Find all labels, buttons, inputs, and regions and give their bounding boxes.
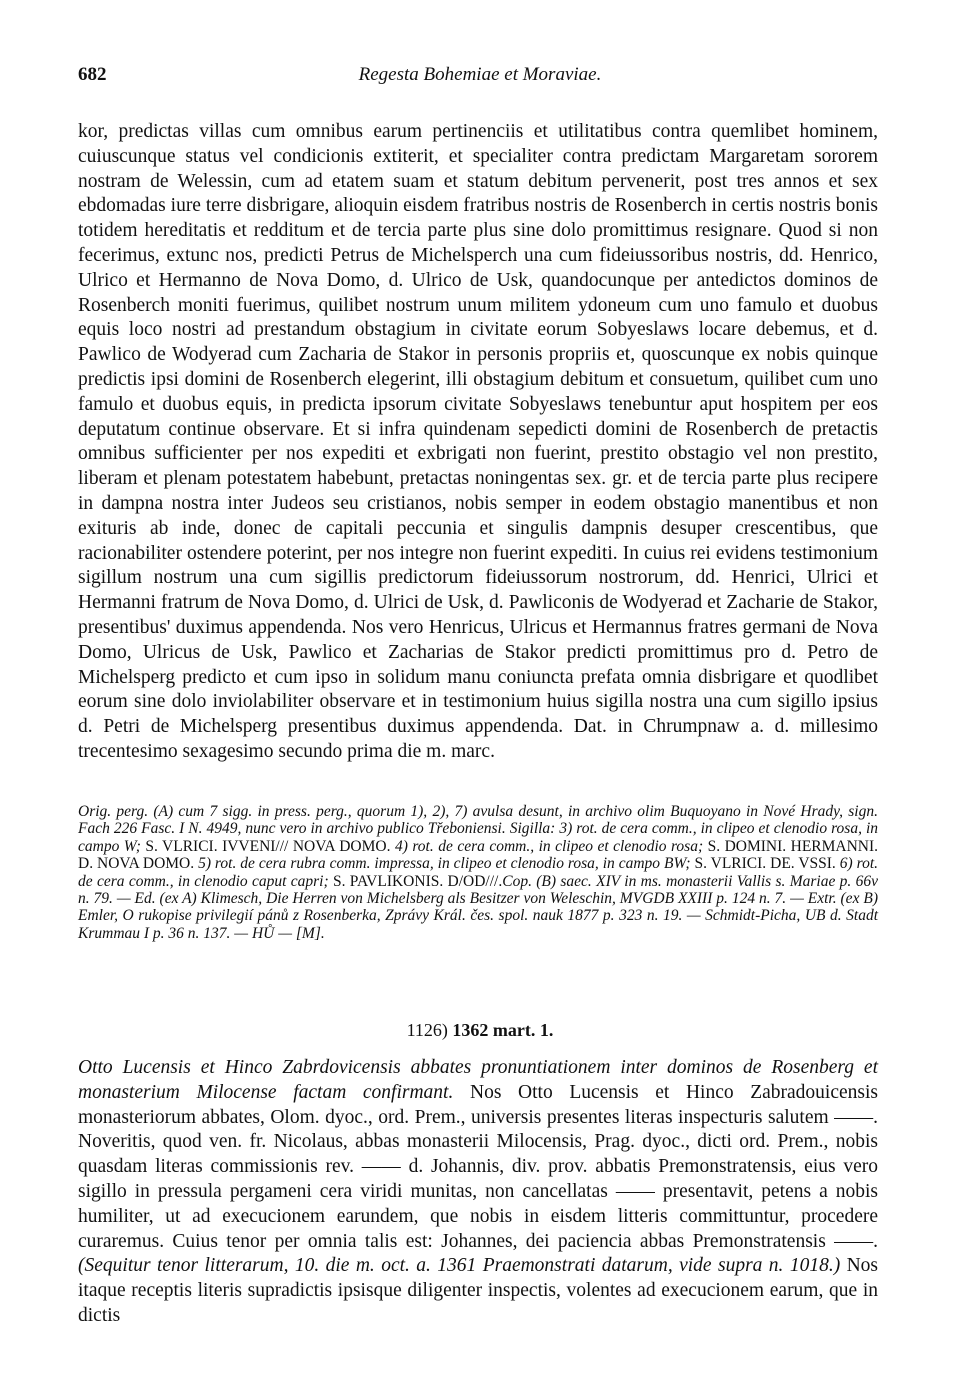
running-title: Regesta Bohemiae et Moraviae. <box>358 64 602 85</box>
running-head <box>78 64 882 88</box>
entry-text <box>78 1056 878 1329</box>
entry-regest: Otto Lucensis et Hinco Zabrdovicensis abbates pronuntiationem inter dominos de Rosenberg et monasterium Milocense factam confirmant. <box>78 1057 878 1103</box>
seal-legend: S. VLRICI. IVVENI/// NOVA DOMO. <box>145 837 391 855</box>
seal-legend: S. PAVLIKONIS. D/OD///. <box>332 872 503 890</box>
page-number: 682 <box>78 64 107 85</box>
editorial-note: (Sequitur tenor litterarum, 10. die m. oct. a. 1361 Praemonstrati datarum, vide supra n. 1018.) <box>78 1255 841 1277</box>
entry-text-part: Nos itaque receptis literis supradictis ipsisque diligenter inspectis, volentes ad execucionem earum, que in dictis <box>78 1255 879 1326</box>
entry-number: 1126) <box>406 1020 448 1040</box>
entry-heading <box>0 1020 960 1041</box>
seal-legend: S. DOMINI. HERMANNI. D. NOVA DOMO. <box>78 837 879 873</box>
apparatus-segment: 5) rot. de cera rubra comm. impressa, in clipeo et clenodio rosa, in campo BW; <box>194 855 695 873</box>
critical-apparatus <box>78 803 878 942</box>
entry-text-part: Nos Otto Lucensis et Hinco Zabradouicensis monasteriorum abbates, Olom. dyoc., ord. Prem., universis presentes literas inspecturis salutem ——. Noveritis, quod ven. fr. Nicolaus, abbas monasterii Milocensis, Prag. dyoc., dicti ord. Prem., nobis quasdam literas commissionis rev. —— d. Johannis, div. prov. abbatis Premonstratensis, eius vero sigillo in pressula pergameni cera viridi munitas, non cancellatas —— presentavit, petens a nobis humiliter, ut ad execucionem earundem, que nobis in eisdem litteris committuntur, procedere curaremus. Cuius tenor per omnia talis est: Johannes, dei paciencia abbas Premonstratensis ——. <box>78 1081 879 1252</box>
apparatus-segment: 4) rot. de cera comm., in clipeo et clenodio rosa; <box>390 837 708 855</box>
charter-text-continuation: kor, predictas villas cum omnibus earum pertinenciis et utilitatibus contra quemlibet hominem, cuiuscunque status vel condicionis extiterit, et specialiter contra predictam Margaretam sororem nostram de Welessin, cum ad etatem suam et statum debitum pervenerit, post tres annos et sex ebdomadas iure terre disbrigare, alioquin eisdem fratribus nostris de Rosenberch in certis nostris bonis totidem hereditatis et redditum et de tercia parte plus sine dolo promittimus resignare. Quod si non fecerimus, extunc nos, predicti Petrus de Michelsperch una cum fideiussoribus nostris, dd. Henrico, Ulrico et Hermanno de Nova Domo, d. Ulrico de Usk, quandocunque per antedictos dominos de Rosenberch moniti fuerimus, quilibet nostrum unum militem ydoneum cum uno famulo et duobus equis loco nostri ad prestandum obstagium in civitate eorum Sobyeslaws locare debemus, et d. Pawlico de Wodyerad cum Zacharia de Stakor in personis propriis et, quoscunque ex nobis quinque predictis ipsi domini de Rosenberch elegerint, illi obstagium debitum et consuetum, quilibet cum uno famulo et duobus equis, in predicta ipsorum civitate Sobyeslaws tenebuntur aput hospitem per eos deputatum continue observare. Et si infra quindenam sepedicti domini de Rosenberch de pretactis omnibus sufficienter per nos expediti et exbrigati non fuerint, prestito obstagio vel non prestito, liberam et plenam potestatem habebunt, pretactas noningentas sex. gr. et de tercia parte plus recipere in dampna nostra inter Judeos seu cristianos, nobis semper in eodem obstagio manentibus et non exituris ab inde, donec de capitali peccunia et singulis dampnis desuper crescentibus, que racionabiliter ostendere poterint, per nos integre non fuerint expediti. In cuius rei evidens testimonium sigillum nostrum una cum sigillis predictorum fideiussorum nostrorum, dd. Henrici, Ulrici et Hermanni fratrum de Nova Domo, d. Ulrici de Usk, d. Pawliconis de Wodyerad et Zacharie de Stakor, presentibus' duximus appendenda. Nos vero Henricus, Ulricus et Hermannus fratres germani de Nova Domo, Ulricus de Usk, Pawlico et Zacharias de Stakor predicti promittimus pro d. Petro de Michelsperg predicto et cum ipso in solidum manu coniuncta prefata omnia disbrigare et quodlibet eorum sine dolo inviolabiliter observare et in testimonium huius sigilla nostra una cum sigillo ipsius d. Petri de Michelsperg presentibus duximus appendenda. Dat. in Chrumpnaw a. d. millesimo trecentesimo sexagesimo secundo prima die m. marc. <box>78 121 878 762</box>
seal-legend: S. VLRICI. DE. VSSI. <box>694 855 836 873</box>
entry-date: 1362 mart. 1. <box>452 1020 554 1040</box>
apparatus-segment: Orig. perg. (A) cum 7 sigg. in press. perg., quorum 1), 2), 7) avulsa desunt, in archivo olim Buquoyano in Nové Hrady, sign. Fach 226 Fasc. I N. 4949, nunc vero in archivo publico Třeboniensi. Sigilla: 3) rot. de cera comm., in clipeo et clenodio rosa, in campo W; <box>78 803 878 855</box>
apparatus-segment: Cop. (B) saec. XIV in ms. monasterii Vallis s. Mariae p. 66v n. 79. — Ed. (ex A) Klimesch, Die Herren von Michelsberg als Besitzer von Weleschin, MVGDB XXIII p. 124 n. 7. — Extr. (ex B) Emler, O rukopise privilegií pánů z Rosenberka, Zprávy Král. čes. spol. nauk 1877 p. 323 n. 19. — Schmidt-Picha, UB d. Stadt Krummau I p. 36 n. 137. — HŮ — [M]. <box>78 872 878 942</box>
apparatus-segment: 6) rot. de cera comm., in clenodio caput capri; <box>78 855 879 890</box>
